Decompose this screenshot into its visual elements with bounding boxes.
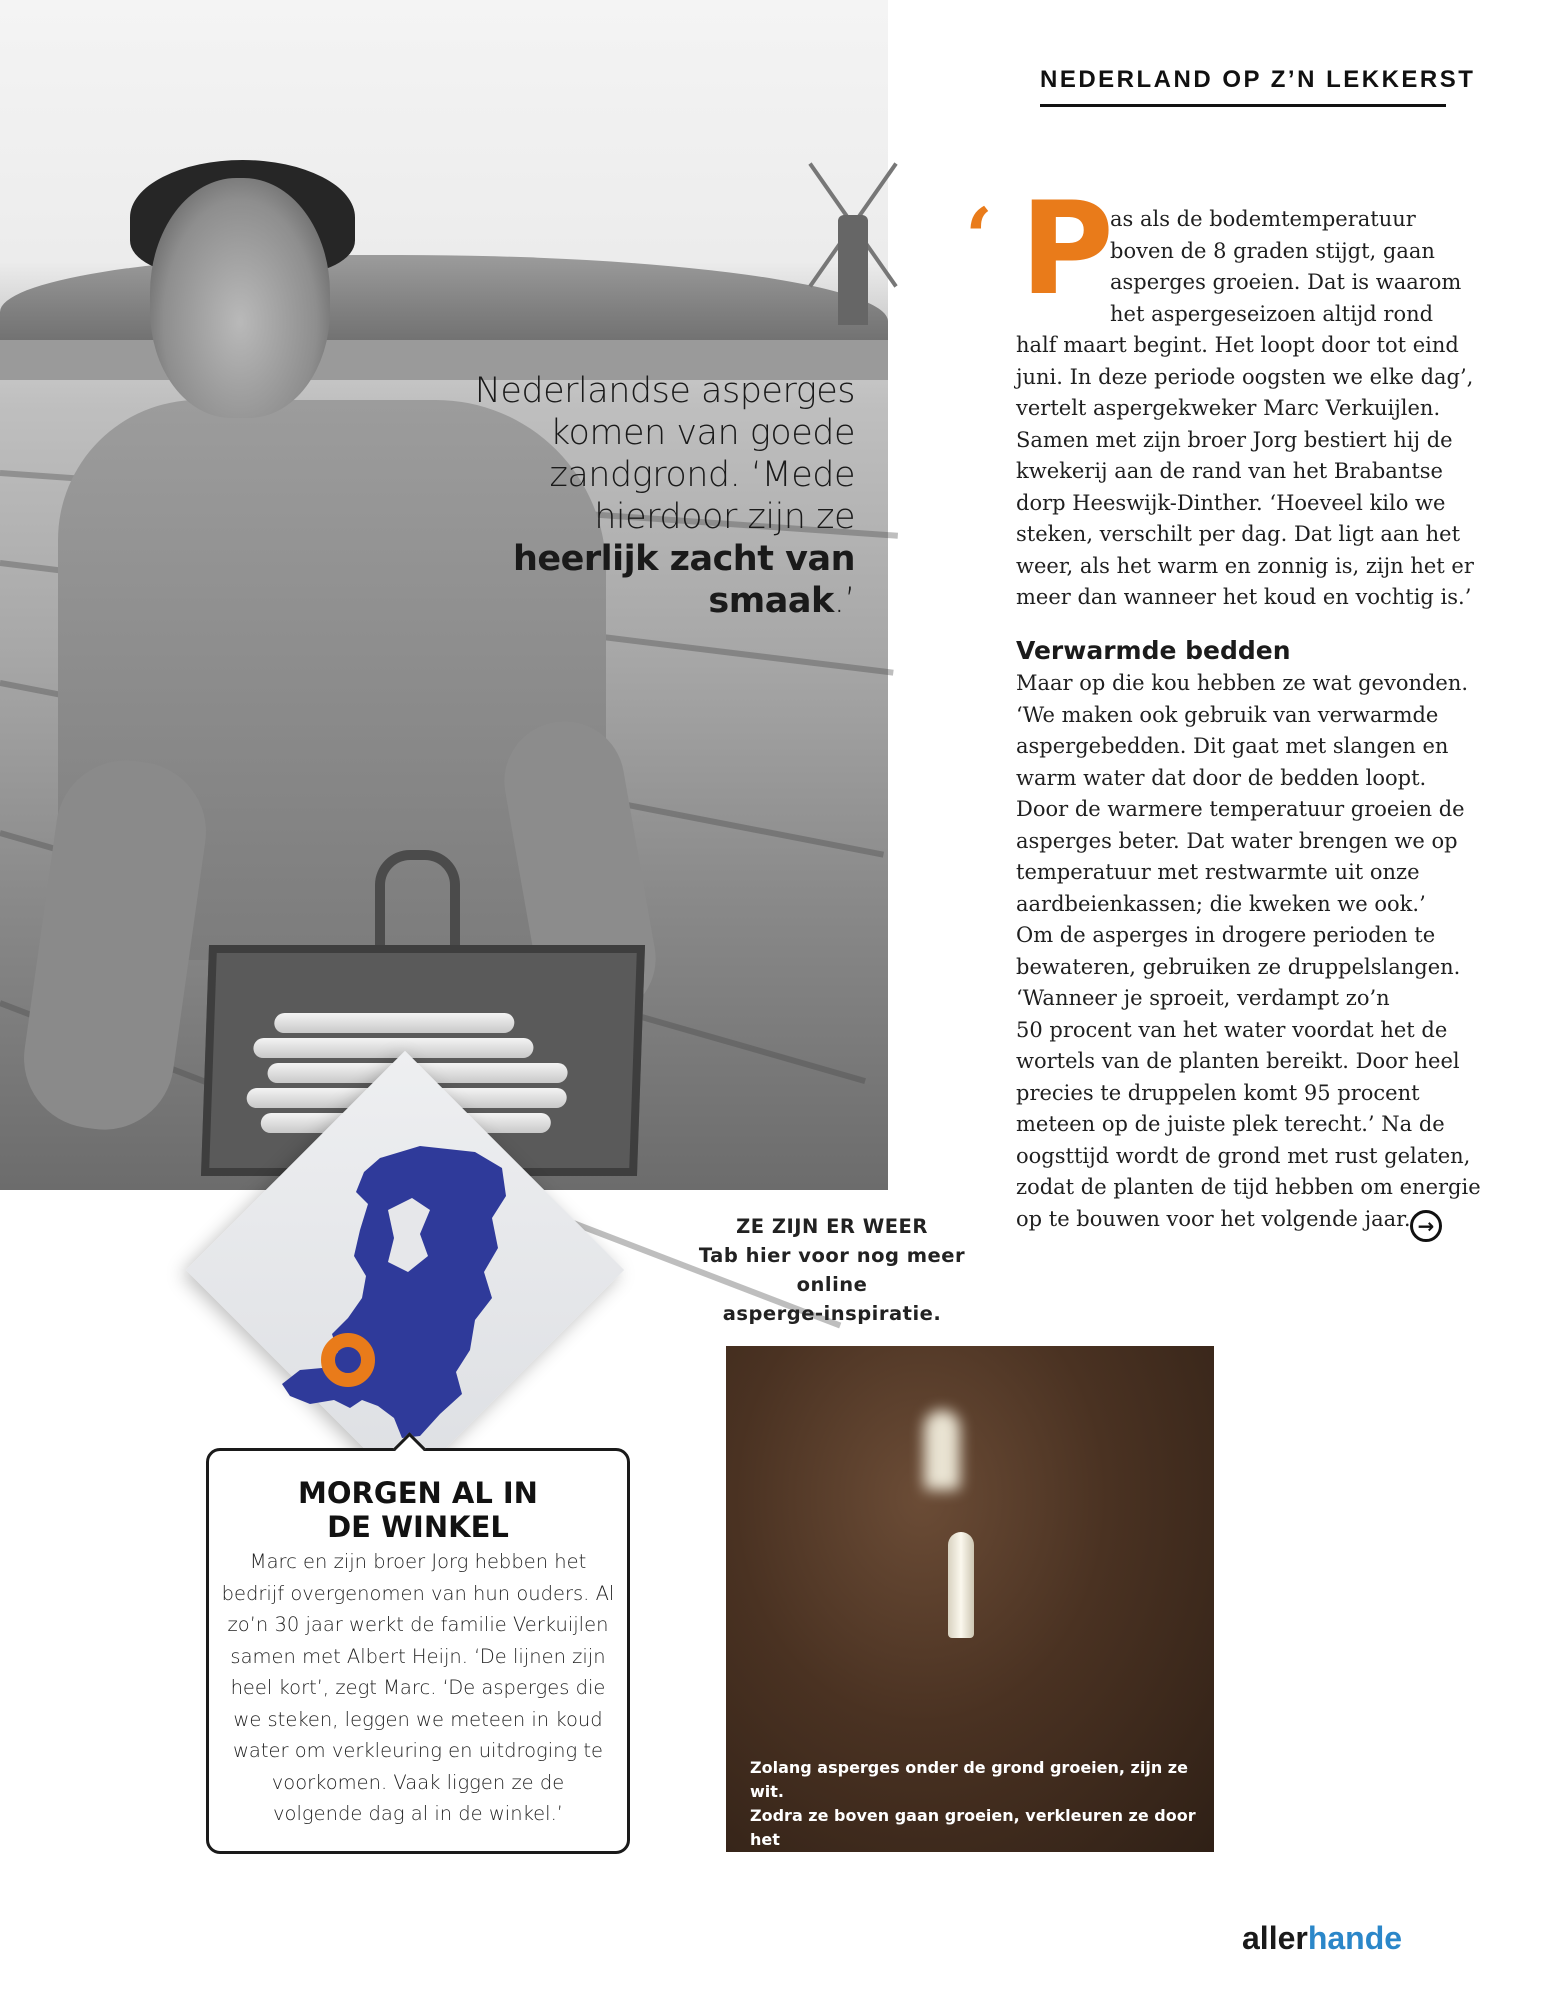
info-box-title [206, 1476, 630, 1544]
article-line: temperatuur met restwarmte uit onze [1016, 860, 1420, 884]
farmer-face [150, 178, 330, 418]
article-section-heated-beds [1016, 668, 1481, 1235]
brand-part-accent: hande [1307, 1920, 1403, 1956]
article-line: het aspergeseizoen altijd rond [1110, 301, 1434, 326]
article-line: as als de bodemtemperatuur [1110, 207, 1416, 231]
article-intro [1110, 204, 1461, 330]
hero-pull-quote [455, 370, 855, 622]
windmill [838, 215, 868, 325]
article-line: Door de warmere temperatuur groeien de [1016, 797, 1465, 821]
article-line: bewateren, gebruiken ze druppelslangen. [1016, 954, 1461, 979]
info-box-line: water om verkleuring en uitdroging te [232, 1739, 604, 1762]
caption-line: licht tot groen. Ook lekker! [750, 1854, 996, 1873]
article-line: half maart begint. Het loopt door tot eind [1016, 333, 1459, 357]
article-line: op te bouwen voor het volgende jaar. [1016, 1206, 1411, 1231]
soil-photo-asparagus-sprout [726, 1346, 1214, 1873]
asparagus-sprout [948, 1532, 974, 1638]
online-inspiration-link[interactable] [672, 1212, 992, 1328]
info-box-line: we steken, leggen we meteen in koud [233, 1707, 603, 1731]
info-box-line: Marc en zijn broer Jorg hebben het [249, 1550, 587, 1573]
article-line: oogsttijd wordt de grond met rust gelaten, [1016, 1143, 1471, 1168]
photo-treeline [0, 255, 888, 350]
info-box-line: voorkomen. Vaak liggen ze de [271, 1770, 565, 1794]
info-box-line: heel kort’, zegt Marc. ‘De asperges die [230, 1676, 606, 1699]
article-line: aardbeienkassen; die kweken we ook.’ [1016, 891, 1426, 916]
info-box-line: volgende dag al in de winkel.’ [273, 1802, 563, 1825]
article-line: Maar op die kou hebben ze wat gevonden. [1016, 671, 1469, 695]
brand-logo [1242, 1920, 1402, 1957]
asparagus-spear [253, 1038, 534, 1058]
info-box-title-line: DE WINKEL [327, 1510, 509, 1544]
article-line: boven de 8 graden stijgt, gaan [1110, 238, 1435, 263]
asparagus-spear [274, 1013, 515, 1033]
info-box-line: samen met Albert Heijn. ‘De lijnen zijn [230, 1644, 606, 1668]
info-box-line: bedrijf overgenomen van hun ouders. Al [221, 1581, 615, 1605]
article-line: meteen op de juiste plek terecht.’ Na de [1016, 1112, 1445, 1136]
section-header: NEDERLAND OP Z’N LEKKERST [1040, 66, 1446, 107]
online-tip-line: asperge-inspiratie. [722, 1302, 942, 1325]
article-line: wortels van de planten bereikt. Door heel [1016, 1049, 1460, 1073]
hero-quote-text: Nederlandse asperges komen van goede zandgrond. ‘Mede hierdoor zijn ze [474, 371, 855, 537]
article-line: ‘We maken ook gebruik van verwarmde [1016, 702, 1439, 727]
farmer-arm [15, 751, 215, 1138]
article-line: warm water dat door de bedden loopt. [1016, 765, 1427, 790]
article-intro-continued [1016, 330, 1474, 614]
arrow-right-circle-icon[interactable]: → [1410, 1210, 1442, 1242]
netherlands-map [270, 1138, 530, 1448]
hero-quote-end: .’ [833, 581, 855, 621]
info-box-body [220, 1546, 616, 1830]
hero-quote-emphasis: heerlijk zacht van smaak [512, 539, 855, 621]
brand-part: aller [1242, 1920, 1308, 1956]
article-subheading: Verwarmde bedden [1016, 636, 1291, 665]
caption-line: Zodra ze boven gaan groeien, verkleuren ze door het [750, 1806, 1196, 1849]
article-line: Samen met zijn broer Jorg bestiert hij de [1016, 427, 1453, 452]
article-line: zodat de planten de tijd hebben om energie [1016, 1175, 1481, 1199]
article-line: 50 procent van het water voordat het de [1016, 1017, 1448, 1042]
article-line: kwekerij aan de rand van het Brabantse [1016, 459, 1443, 483]
article-line: asperges beter. Dat water brengen we op [1016, 828, 1458, 853]
dropcap-quote-mark: ‘ [965, 190, 993, 284]
caption-line: Zolang asperges onder de grond groeien, zijn ze wit. [750, 1758, 1188, 1801]
article-line: steken, verschilt per dag. Dat ligt aan het [1016, 522, 1461, 546]
article-line: meer dan wanneer het koud en vochtig is.’ [1016, 585, 1472, 609]
netherlands-shape [282, 1146, 506, 1438]
article-line: dorp Heeswijk-Dinther. ‘Hoeveel kilo we [1016, 490, 1446, 515]
online-tip-line: Tab hier voor nog meer online [698, 1244, 966, 1296]
article-line: ‘Wanneer je sproeit, verdampt zo’n [1016, 986, 1390, 1010]
article-line: aspergebedden. Dit gaat met slangen en [1016, 734, 1449, 758]
article-line: vertelt aspergekweker Marc Verkuijlen. [1016, 396, 1441, 420]
article-line: weer, als het warm en zonnig is, zijn het er [1016, 553, 1474, 578]
online-tip-title: ZE ZIJN ER WEER [736, 1215, 928, 1238]
article-line: asperges groeien. Dat is waarom [1110, 270, 1462, 294]
dropcap-letter: P [1020, 175, 1114, 324]
article-line: precies te druppelen komt 95 procent [1016, 1080, 1420, 1105]
blurred-sprout [924, 1410, 960, 1490]
article-line: Om de asperges in drogere perioden te [1016, 923, 1436, 947]
soil-photo-caption [750, 1756, 1200, 1876]
article-line: juni. In deze periode oogsten we elke dag’, [1016, 364, 1474, 389]
info-box-line: zo’n 30 jaar werkt de familie Verkuijlen [227, 1613, 609, 1636]
info-box-title-line: MORGEN AL IN [298, 1476, 538, 1510]
